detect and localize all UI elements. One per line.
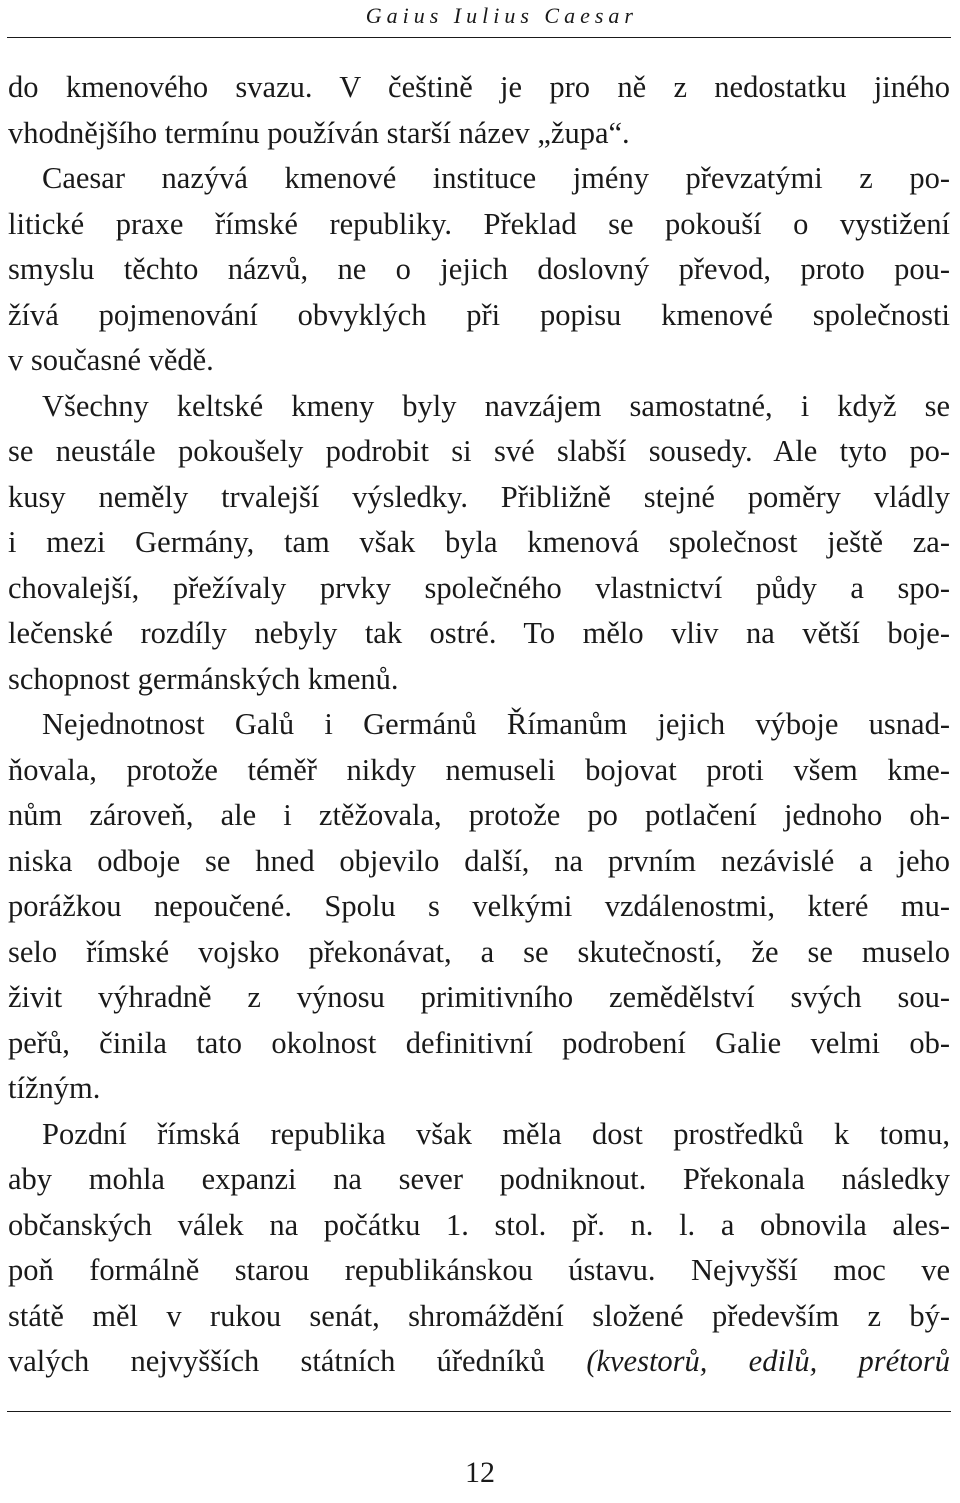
text-line: Caesar nazývá kmenové instituce jmény převzatými z po- (42, 161, 950, 195)
text-line: porážkou nepoučené. Spolu s velkými vzdálenostmi, které mu- (8, 889, 950, 923)
text-line: se neustále pokoušely podrobit si své slabší sousedy. Ale tyto po- (8, 434, 950, 468)
footer-rule (7, 1411, 951, 1412)
text-line: kusy neměly trvalejší výsledky. Přibližně stejné poměry vládly (8, 479, 950, 514)
text-line: živit výhradně z výnosu primitivního zemědělství svých sou- (8, 980, 950, 1014)
text-line: peřů, činila tato okolnost definitivní podrobení Galie velmi ob- (8, 1025, 950, 1060)
final-line-text: valých nejvyšších státních úředníků (8, 1344, 546, 1378)
text-line: vhodnějšího termínu používán starší název „župa“. (8, 115, 630, 150)
text-line: státě měl v rukou senát, shromáždění složené především z bý- (8, 1298, 950, 1333)
text-line: nům zároveň, ale i ztěžovala, protože po potlačení jednoho oh- (8, 798, 950, 832)
text-line: tížným. (8, 1071, 101, 1105)
text-line: ňovala, protože téměř nikdy nemuseli bojovat proti všem kme- (8, 752, 950, 787)
text-line: litické praxe římské republiky. Překlad se pokouší o vystižení (8, 206, 950, 241)
text-line-final (8, 1339, 950, 1385)
text-line: schopnost germánských kmenů. (8, 661, 399, 696)
text-line: Nejednotnost Galů i Germánů Římanům jejich výboje usnad- (42, 707, 950, 741)
text-line: selo římské vojsko překonávat, a se skutečností, že se muselo (8, 934, 950, 969)
running-header-title: Gaius Iulius Caesar (365, 3, 638, 28)
text-line: žívá pojmenování obvyklých při popisu kmenové společnosti (8, 297, 950, 332)
text-line: Pozdní římská republika však měla dost prostředků k tomu, (42, 1116, 950, 1151)
page-number: 12 (465, 1456, 495, 1489)
header-rule (7, 37, 951, 38)
text-line: i mezi Germány, tam však byla kmenová společnost ještě za- (8, 525, 950, 559)
body-text (8, 65, 950, 1385)
text-line: Všechny keltské kmeny byly navzájem samostatné, i když se (42, 388, 950, 423)
text-line: aby mohla expanzi na sever podniknout. Překonala následky (8, 1162, 950, 1196)
running-header (0, 0, 960, 30)
text-line: poň formálně starou republikánskou ústavu. Nejvyšší moc ve (8, 1253, 950, 1287)
text-line: do kmenového svazu. V češtině je pro ně z nedostatku jiného (8, 70, 950, 104)
text-line: lečenské rozdíly nebyly tak ostré. To mělo vliv na větší boje- (8, 616, 950, 650)
text-line: niska odboje se hned objevilo další, na prvním nezávislé a jeho (8, 843, 950, 878)
text-line: v současné vědě. (8, 343, 214, 377)
text-line: smyslu těchto názvů, ne o jejich doslovný převod, proto pou- (8, 252, 950, 286)
final-line-italic: (kvestorů, edilů, prétorů (586, 1344, 950, 1378)
text-line: občanských válek na počátku 1. stol. př. n. l. a obnovila ales- (8, 1207, 950, 1242)
text-lines (8, 65, 950, 1339)
text-line: chovalejší, přežívaly prvky společného vlastnictví půdy a spo- (8, 570, 950, 605)
